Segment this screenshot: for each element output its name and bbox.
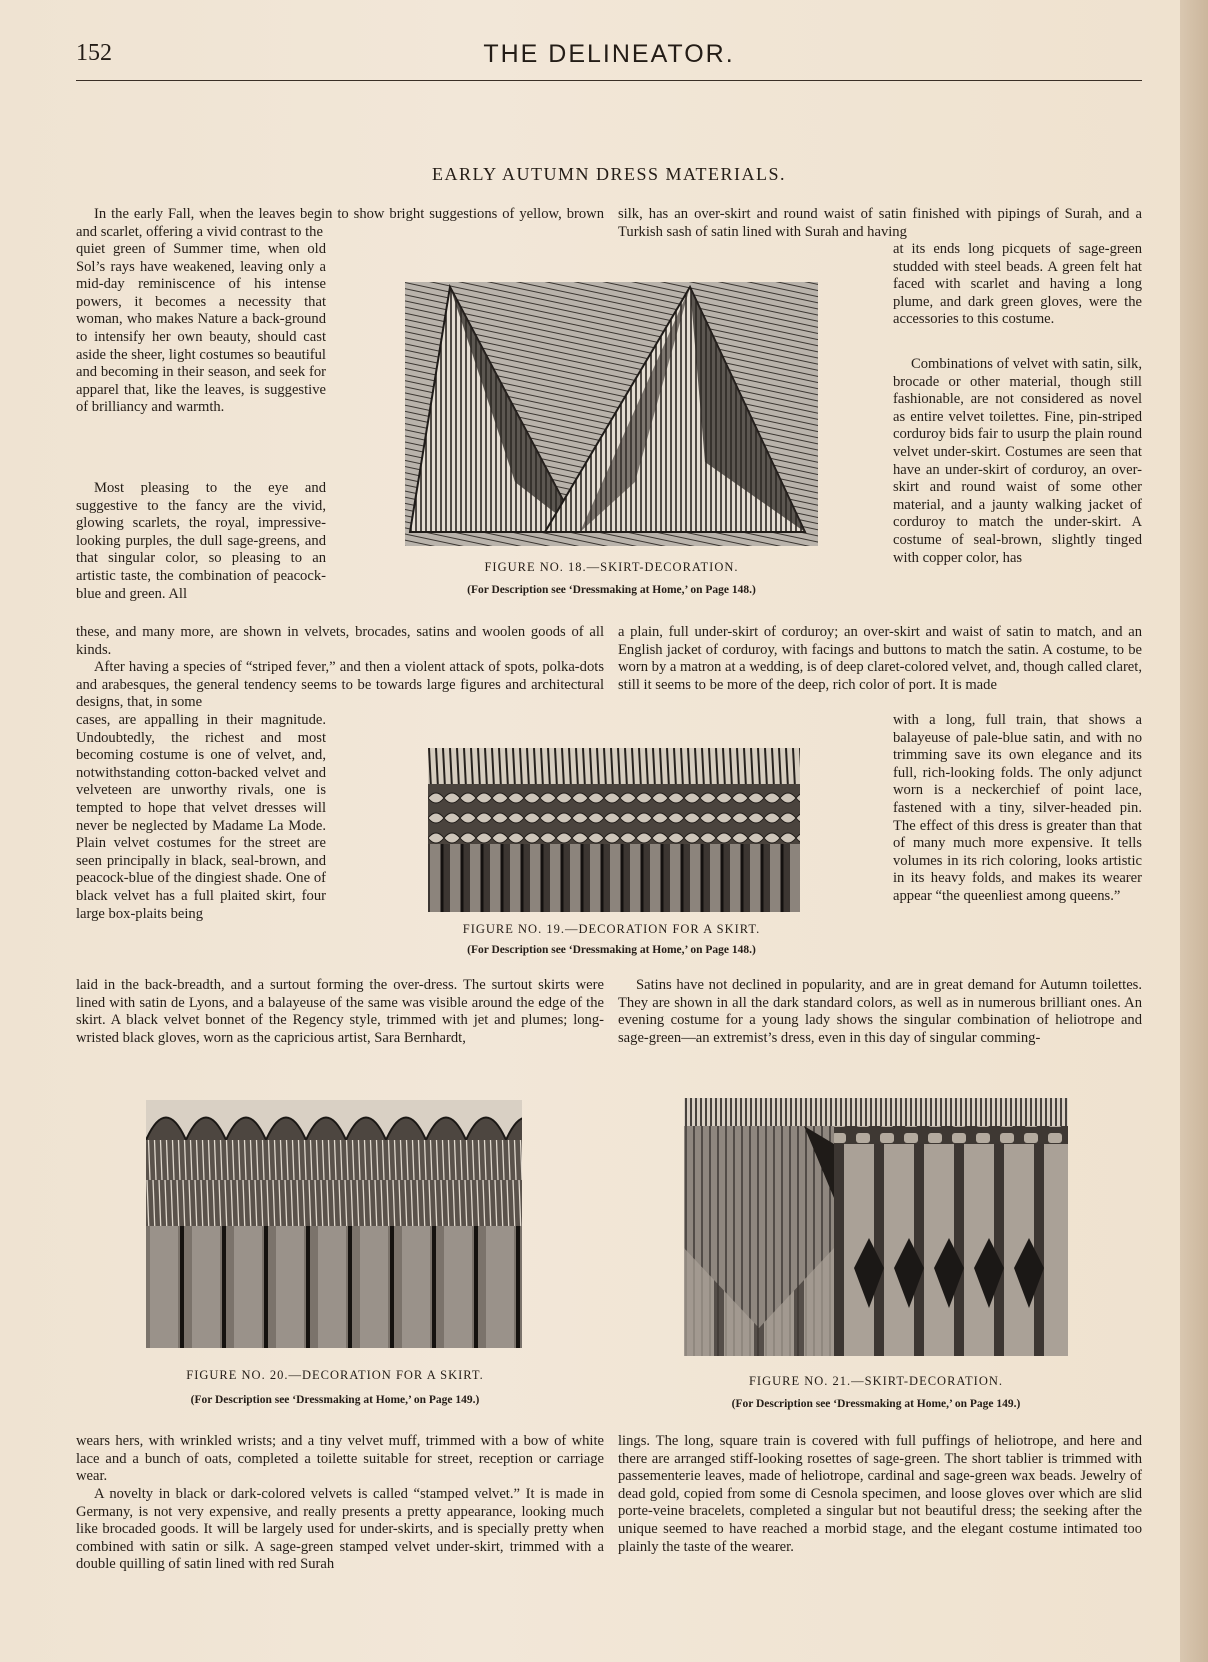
article-paragraph: laid in the back-breadth, and a surtout forming the over-dress. The surtout skirts were lined with satin de Lyons, and a balayeuse of the same was visible around the edge of the skirt. A black velvet bonnet of the Regency style, trimmed with jet and plumes; long-wristed black gloves, worn as the capricious artist, Sara Bernhardt,	[76, 977, 604, 1046]
article-paragraph: cases, are appalling in their magnitude. Undoubtedly, the richest and most becoming costume is one of velvet, and, notwithstanding cotton-backed velvet and velveteen are unworthy rivals, one is tempted to hope that velvet dresses will never be neglected by Madame La Mode. Plain velvet costumes for the street are seen principally in black, seal-brown, and peacock-blue of the dingiest shade. One of black velvet has a full plaited skirt, four large box-plaits being	[76, 712, 326, 922]
article-paragraph: After having a species of “striped fever,” and then a violent attack of spots, polka-dots and arabesques, the general tendency seems to be towards large figures and architectural designs, that, in some	[76, 659, 604, 711]
figure-note: (For Description see ‘Dressmaking at Home,’ on Page 148.)	[467, 584, 756, 596]
article-title: EARLY AUTUMN DRESS MATERIALS.	[431, 164, 787, 184]
article-paragraph: quiet green of Summer time, when old Sol’s rays have weakened, leaving only a mid-day reminiscence of his intense powers, it becomes a necessity that woman, who makes Nature a back-ground to intensify her own beauty, should cast aside the sheer, light costumes so beautiful and becoming in their season, and seek for apparel that, like the leaves, is suggestive of brilliancy and warmth.	[76, 241, 326, 416]
figure-18-engraving	[405, 282, 818, 546]
figure-note: (For Description see ‘Dressmaking at Home,’ on Page 148.)	[467, 944, 756, 956]
article-paragraph: A novelty in black or dark-colored velvets is called “stamped velvet.” It is made in Germany, is not very expensive, and really presents a pretty appearance, looking much like brocaded goods. It will be largely used for under-skirts, and is specially pretty when combined with satin or silk. A sage-green stamped velvet under-skirt, trimmed with a double quilling of satin lined with red Surah	[76, 1486, 604, 1573]
figure-caption: FIGURE NO. 19.—DECORATION FOR A SKIRT.	[462, 922, 761, 936]
article-paragraph: at its ends long picquets of sage-green studded with steel beads. A green felt hat faced with scarlet and having a long plume, and dark green gloves, were the accessories to this costume.	[893, 241, 1142, 328]
page-edge	[1180, 0, 1208, 1662]
figure-20-engraving	[146, 1100, 522, 1348]
page-number: 152	[76, 40, 112, 66]
article-paragraph: Most pleasing to the eye and suggestive to the fancy are the vivid, glowing scarlets, the royal, impressive-looking purples, the dull sage-greens, and that singular color, so pleasing to an artistic taste, the combination of peacock-blue and green. All	[76, 480, 326, 602]
article-paragraph: lings. The long, square train is covered with full puffings of heliotrope, and here and there are arranged stiff-looking rosettes of sage-green. The short tablier is trimmed with passementerie leaves, made of heliotrope, cardinal and sage-green wax beads. Jewelry of dead gold, copied from some di Cesnola specimen, and loose gloves over which are slid porte-veine bracelets, completed a singular but not beautiful dress; the seeking after the unique seemed to have reached a morbid stage, and the elegant costume intimated too plainly the taste of the wearer.	[618, 1433, 1142, 1555]
article-paragraph: Satins have not declined in popularity, and are in great demand for Autumn toilettes. They are shown in all the dark standard colors, as well as in numerous brilliant ones. An evening costume for a young lady shows the singular combination of heliotrope and sage-green—an extremist’s dress, even in this day of singular comming-	[618, 977, 1142, 1046]
figure-caption: FIGURE NO. 21.—SKIRT-DECORATION.	[748, 1374, 1004, 1388]
figure-caption: FIGURE NO. 18.—SKIRT-DECORATION.	[484, 560, 739, 574]
article-paragraph: In the early Fall, when the leaves begin to show bright suggestions of yellow, brown and scarlet, offering a vivid contrast to the	[76, 206, 604, 240]
article-paragraph: Combinations of velvet with satin, silk, brocade or other material, though still fashionable, are not considered as novel as entire velvet toilettes. Fine, pin-striped corduroy bids fair to usurp the plain round velvet under-skirt. Costumes are seen that have an under-skirt of corduroy, an over-skirt and round waist of some other material, and a jaunty walking jacket of corduroy to match the under-skirt. A costume of seal-brown, slightly tinged with copper color, has	[893, 356, 1142, 566]
article-paragraph: with a long, full train, that shows a balayeuse of pale-blue satin, and with no trimming save its own elegance and its full, rich-looking folds. The only adjunct worn is a neckerchief of point lace, fastened with a tiny, silver-headed pin. The effect of this dress is greater than that of many much more expensive. It tells volumes in its rich coloring, looks artistic in its heavy folds, and makes its wearer appear “the queenliest among queens.”	[893, 712, 1142, 904]
article-paragraph: silk, has an over-skirt and round waist of satin finished with pipings of Surah, and a Turkish sash of satin lined with Surah and having	[618, 206, 1142, 240]
masthead: THE DELINEATOR.	[483, 40, 735, 68]
page-header	[76, 40, 1142, 81]
article-paragraph: these, and many more, are shown in velvets, brocades, satins and woolen goods of all kinds.	[76, 624, 604, 658]
figure-note: (For Description see ‘Dressmaking at Home,’ on Page 149.)	[731, 1398, 1021, 1410]
article-paragraph: wears hers, with wrinkled wrists; and a tiny velvet muff, trimmed with a bow of white lace and a bunch of oats, completed a toilette suitable for street, reception or carriage wear.	[76, 1433, 604, 1485]
figure-note: (For Description see ‘Dressmaking at Home,’ on Page 149.)	[190, 1394, 480, 1406]
figure-21-engraving	[684, 1098, 1068, 1356]
figure-caption: FIGURE NO. 20.—DECORATION FOR A SKIRT.	[186, 1368, 484, 1382]
article-paragraph: a plain, full under-skirt of corduroy; an over-skirt and waist of satin to match, and an English jacket of corduroy, with facings and buttons to match the satin. A costume, to be worn by a matron at a wedding, is of deep claret-colored velvet, and, though called claret, still it seems to be more of the deep, rich color of port. It is made	[618, 624, 1142, 693]
figure-19-engraving	[428, 748, 800, 912]
